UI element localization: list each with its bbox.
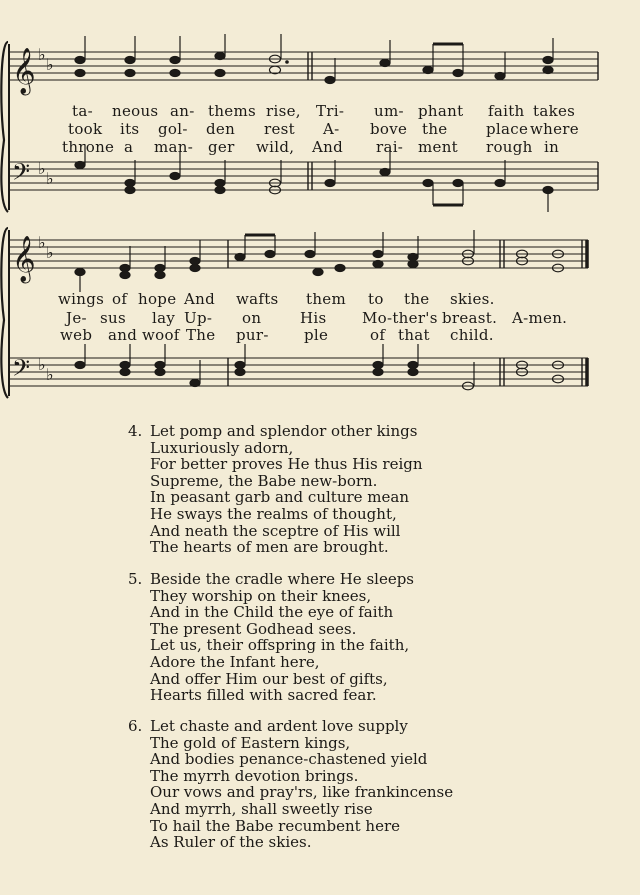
lyric-syllable: where	[530, 120, 579, 138]
lyric-syllable: of	[370, 326, 386, 344]
verse-line: To hail the Babe recumbent here	[150, 816, 401, 835]
verse-line: He sways the realms of thought,	[150, 504, 397, 523]
verse-line: The gold of Eastern kings,	[150, 733, 351, 752]
svg-text:♭: ♭	[38, 45, 46, 64]
verse-line: In peasant garb and culture mean	[150, 488, 409, 507]
verse-line: And offer Him our best of gifts,	[150, 669, 388, 688]
lyric-line-3	[0, 138, 640, 156]
svg-text:♭: ♭	[46, 243, 54, 262]
svg-text:𝄞: 𝄞	[12, 236, 36, 282]
verse-4	[128, 423, 423, 556]
lyric-syllable: on	[242, 309, 262, 327]
lyric-syllable: thems	[208, 102, 256, 120]
verse-line: As Ruler of the skies.	[150, 833, 312, 852]
lyric-syllable: Up-	[184, 309, 213, 327]
verse-line: The present Godhead sees.	[150, 619, 357, 638]
svg-text:♭: ♭	[38, 159, 46, 178]
lyric-syllable: neous	[112, 102, 159, 120]
verse-line: Hearts filled with sacred fear.	[150, 686, 377, 705]
lyric-syllable: Tri-	[316, 102, 345, 120]
lyric-syllable: skies.	[450, 290, 495, 308]
lyric-syllable: rough	[486, 138, 533, 156]
verse-line: They worship on their knees,	[150, 586, 372, 605]
lyric-syllable: breast.	[442, 309, 498, 327]
verse-line: Let chaste and ardent love supply	[150, 717, 408, 735]
lyric-line-5	[0, 309, 640, 327]
lyric-syllable: sus	[100, 309, 126, 327]
lyric-syllable: and	[108, 326, 138, 344]
lyric-line-6	[0, 326, 640, 344]
lyric-syllable: pur-	[236, 326, 269, 344]
lyric-syllable: um-	[374, 102, 404, 120]
lyric-syllable: gol-	[158, 120, 188, 138]
lyric-line-2	[0, 120, 640, 138]
lyric-syllable: phant	[418, 102, 464, 120]
lyric-syllable: web	[60, 326, 93, 344]
svg-text:♭: ♭	[46, 365, 54, 384]
lyric-syllable: of	[112, 290, 128, 308]
verse-number: 5.	[128, 570, 143, 588]
lyric-syllable: its	[120, 120, 140, 138]
verse-line: And neath the sceptre of His will	[150, 521, 401, 540]
verse-line: For better proves He thus His reign	[150, 455, 423, 474]
verse-line: Beside the cradle where He sleeps	[150, 570, 415, 588]
verse-line: And myrrh, shall sweetly rise	[150, 799, 373, 818]
svg-text:♭: ♭	[38, 233, 46, 252]
lyric-syllable: man-	[154, 138, 194, 156]
lyric-syllable: His	[300, 309, 327, 327]
bass-staff	[9, 162, 598, 190]
lyric-syllable: a	[124, 138, 134, 156]
lyric-syllable: The	[186, 326, 216, 344]
verse-line: Supreme, the Babe new-born.	[150, 471, 378, 490]
treble-clef-icon: 𝄞	[12, 48, 36, 94]
lyric-syllable: ta-	[72, 102, 93, 120]
lyric-syllable: rest	[264, 120, 295, 138]
lyric-syllable: to	[368, 290, 384, 308]
svg-text:♭: ♭	[46, 55, 54, 74]
lyric-syllable: And	[184, 290, 215, 308]
svg-text:♭: ♭	[46, 169, 54, 188]
lyric-syllable: bove	[370, 120, 408, 138]
lyric-syllable: hope	[138, 290, 177, 308]
lyric-syllable: them	[306, 290, 346, 308]
lyric-syllable: wafts	[236, 290, 279, 308]
svg-text:♭: ♭	[38, 355, 46, 374]
verse-line: The myrrh devotion brings.	[150, 766, 359, 785]
verse-5	[128, 571, 414, 704]
lyric-line-1	[0, 102, 640, 120]
lyric-syllable: A-	[323, 120, 340, 138]
lyric-syllable: A-men.	[512, 309, 568, 327]
lyric-syllable: den	[206, 120, 236, 138]
lyric-syllable: rai-	[376, 138, 404, 156]
lyric-syllable: the	[404, 290, 430, 308]
lyric-syllable: ger	[208, 138, 235, 156]
verse-line: Luxuriously adorn,	[150, 438, 294, 457]
verse-number: 6.	[128, 717, 143, 735]
lyric-syllable: takes	[533, 102, 576, 120]
treble-staff	[9, 52, 598, 80]
lyric-syllable: in	[544, 138, 560, 156]
lyric-syllable: faith	[488, 102, 525, 120]
lyric-syllable: throne	[62, 138, 115, 156]
lyric-syllable: woof	[142, 326, 180, 344]
lyric-syllable: took	[68, 120, 103, 138]
music-notation	[0, 0, 640, 410]
lyric-syllable: lay	[152, 309, 176, 327]
verse-line: Let pomp and splendor other kings	[150, 422, 418, 440]
verse-line: Our vows and pray'rs, like frankincense	[150, 783, 454, 802]
lyric-syllable: Mo-ther's	[362, 309, 438, 327]
lyric-syllable: rise,	[266, 102, 301, 120]
lyric-syllable: an-	[170, 102, 195, 120]
verse-line: And in the Child the eye of faith	[150, 603, 394, 622]
verse-line: And bodies penance-chastened yield	[150, 750, 428, 769]
lyric-syllable: And	[312, 138, 343, 156]
bass-clef-icon: 𝄢	[12, 158, 31, 191]
lyric-syllable: Je-	[66, 309, 87, 327]
verse-number: 4.	[128, 422, 143, 440]
lyric-line-4	[0, 290, 640, 308]
lyric-syllable: ment	[418, 138, 458, 156]
svg-text:𝄢: 𝄢	[12, 354, 31, 387]
lyric-syllable: that	[398, 326, 430, 344]
verse-line: Adore the Infant here,	[150, 652, 320, 671]
lyric-syllable: wild,	[256, 138, 295, 156]
lyric-syllable: place	[486, 120, 529, 138]
verse-6	[128, 718, 453, 851]
lyric-syllable: the	[422, 120, 448, 138]
lyric-syllable: child.	[450, 326, 494, 344]
lyric-syllable: ple	[304, 326, 329, 344]
verse-line: Let us, their offspring in the faith,	[150, 636, 410, 655]
verse-line: The hearts of men are brought.	[150, 538, 389, 557]
lyric-syllable: wings	[58, 290, 105, 308]
